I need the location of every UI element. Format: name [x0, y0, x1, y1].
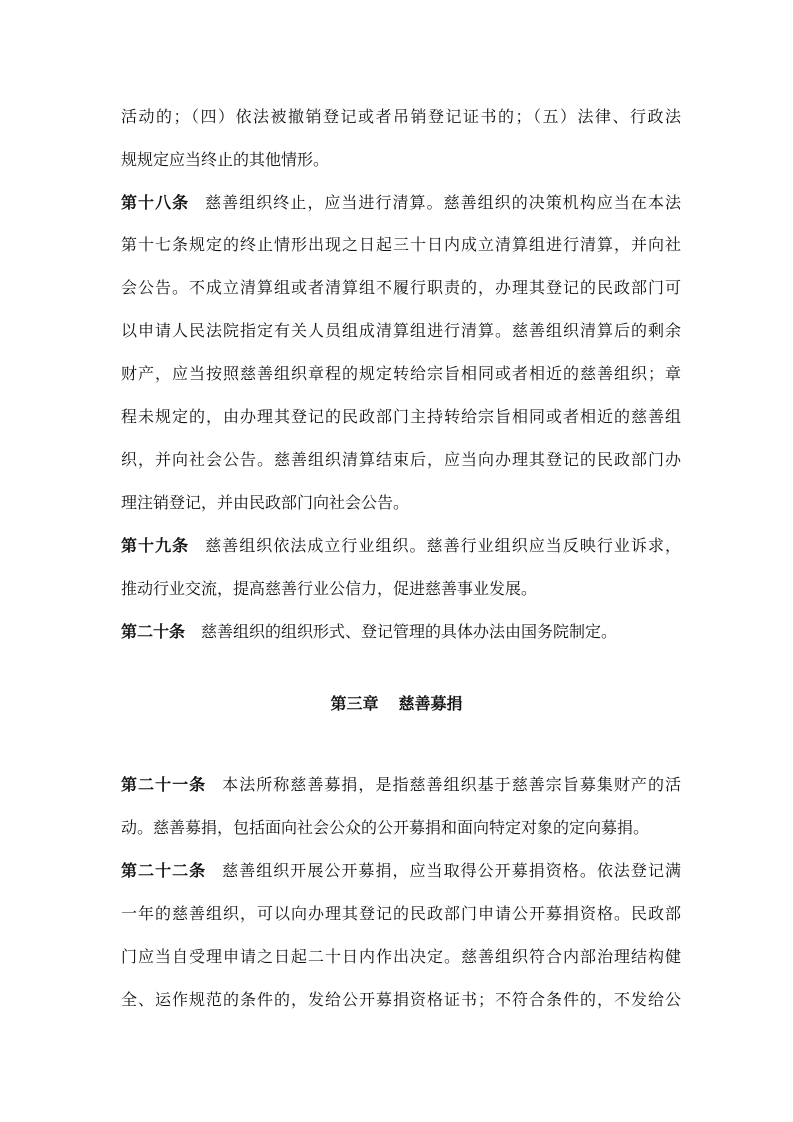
- article-19-line: [121, 536, 681, 556]
- article-text: 慈善组织开展公开募捐，应当取得公开募捐资格。依法登记满: [222, 861, 681, 880]
- article-number: 第二十一条: [121, 775, 207, 794]
- article-text: 慈善组织依法成立行业组织。慈善行业组织应当反映行业诉求，: [205, 536, 681, 555]
- paragraph-line: 以申请人民法院指定有关人员组成清算组进行清算。慈善组织清算后的剩余: [121, 321, 681, 340]
- chapter-title: 慈善募捐: [398, 694, 463, 713]
- chapter-heading: [0, 694, 793, 714]
- article-text: 慈善组织的组织形式、登记管理的具体办法由国务院制定。: [201, 622, 618, 641]
- article-20-line: [121, 622, 681, 642]
- paragraph-line: 全、运作规范的条件的，发给公开募捐资格证书；不符合条件的，不发给公: [121, 990, 681, 1009]
- paragraph-line: 规规定应当终止的其他情形。: [121, 150, 330, 169]
- paragraph-line: 动。慈善募捐，包括面向社会公众的公开募捐和面向特定对象的定向募捐。: [121, 818, 650, 837]
- article-21-line: [121, 775, 681, 795]
- paragraph-line: 理注销登记，并由民政部门向社会公告。: [121, 493, 410, 512]
- paragraph-line: 程未规定的，由办理其登记的民政部门主持转给宗旨相同或者相近的慈善组: [121, 407, 681, 426]
- paragraph-line: 织，并向社会公告。慈善组织清算结束后，应当向办理其登记的民政部门办: [121, 450, 681, 469]
- paragraph-line: 第十七条规定的终止情形出现之日起三十日内成立清算组进行清算，并向社: [121, 235, 681, 254]
- article-18-line: [121, 193, 681, 213]
- article-number: 第二十二条: [121, 861, 207, 880]
- paragraph-line: 财产，应当按照慈善组织章程的规定转给宗旨相同或者相近的慈善组织；章: [121, 364, 681, 383]
- article-number: 第十九条: [121, 536, 190, 555]
- article-text: 慈善组织终止，应当进行清算。慈善组织的决策机构应当在本法: [205, 193, 681, 212]
- chapter-number: 第三章: [330, 694, 379, 713]
- article-number: 第十八条: [121, 193, 190, 212]
- paragraph-line: 推动行业交流，提高慈善行业公信力，促进慈善事业发展。: [121, 579, 538, 598]
- paragraph-line: 一年的慈善组织，可以向办理其登记的民政部门申请公开募捐资格。民政部: [121, 904, 681, 923]
- article-22-line: [121, 861, 681, 881]
- article-number: 第二十条: [121, 622, 186, 641]
- paragraph-line: 门应当自受理申请之日起二十日内作出决定。慈善组织符合内部治理结构健: [121, 947, 681, 966]
- paragraph-line: 活动的；（四）依法被撤销登记或者吊销登记证书的；（五）法律、行政法: [121, 107, 681, 126]
- paragraph-line: 会公告。不成立清算组或者清算组不履行职责的，办理其登记的民政部门可: [121, 278, 681, 297]
- article-text: 本法所称慈善募捐，是指慈善组织基于慈善宗旨募集财产的活: [222, 775, 681, 794]
